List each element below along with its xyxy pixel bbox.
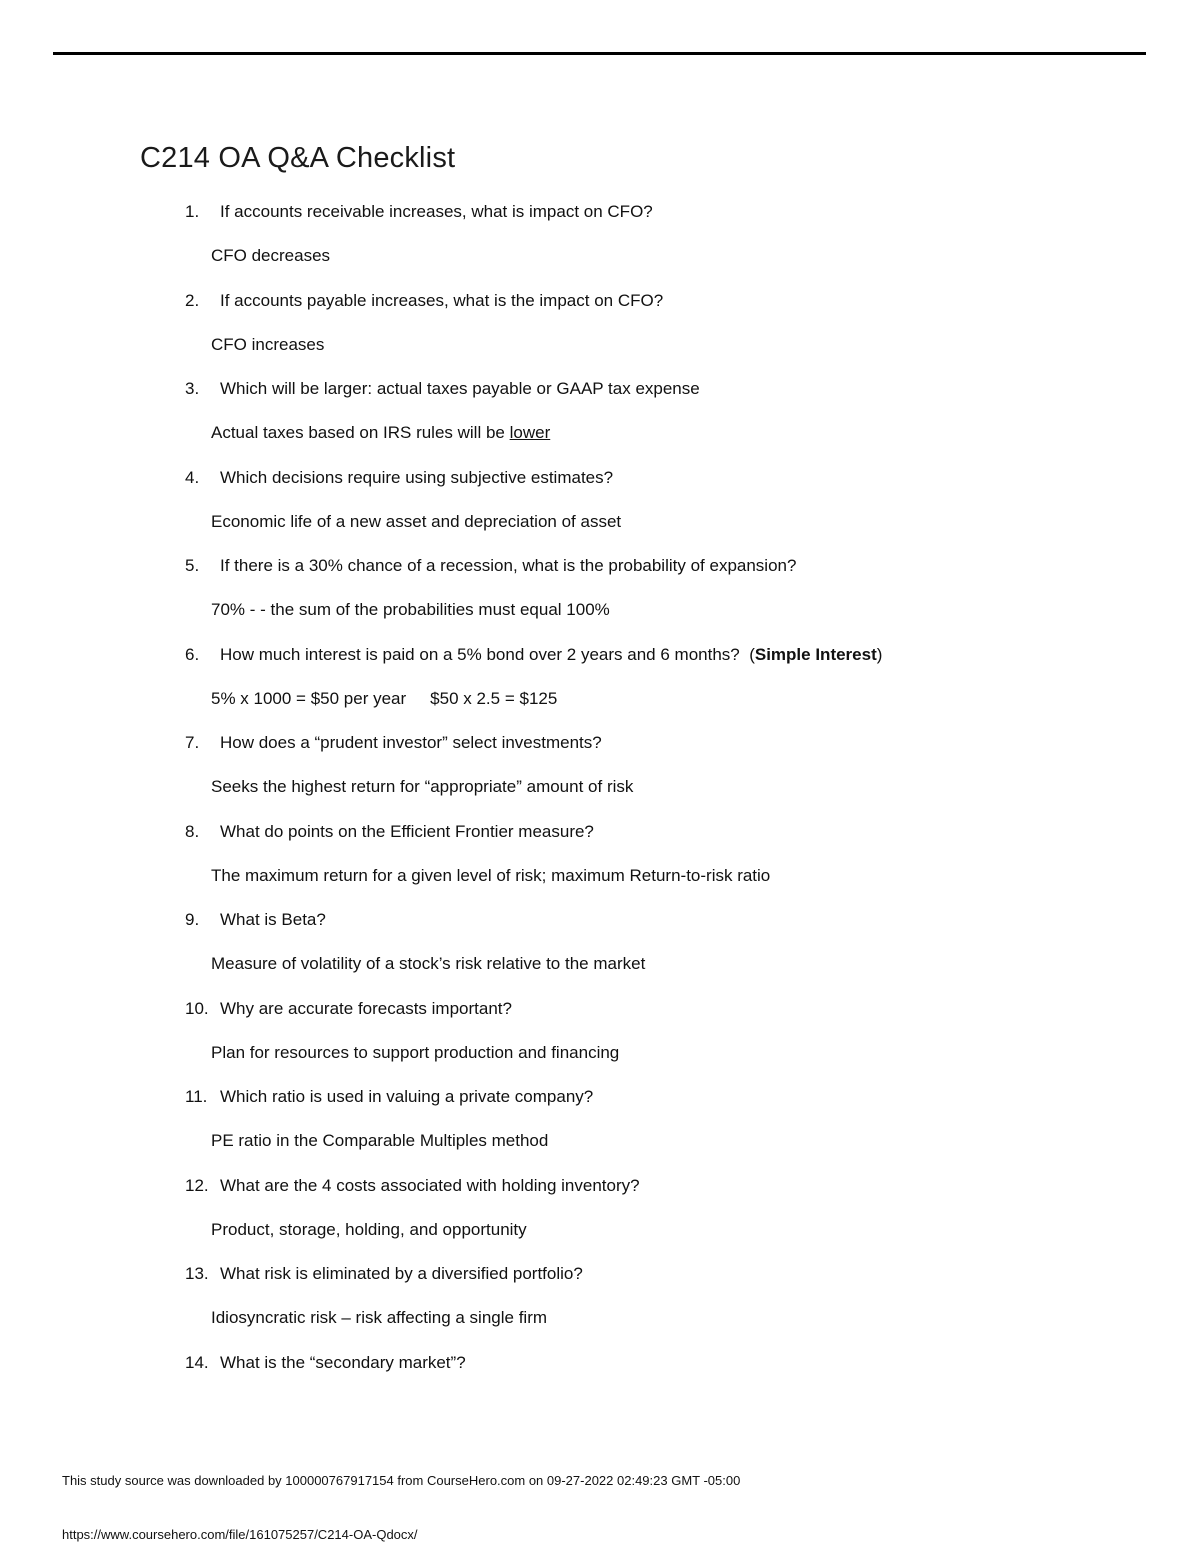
- qa-item-13: [0, 1258, 1200, 1347]
- question-text: [220, 645, 882, 665]
- question-text: What is Beta?: [220, 910, 326, 929]
- question-text: What is the “secondary market”?: [220, 1352, 466, 1372]
- qa-item-12: [0, 1170, 1200, 1259]
- answer-text: CFO increases: [211, 334, 325, 354]
- question-number: 12.: [185, 1175, 209, 1195]
- question-number: 14.: [185, 1352, 209, 1372]
- question-text: Which ratio is used in valuing a private company?: [220, 1087, 594, 1106]
- answer-text: Seeks the highest return for “appropriate” amount of risk: [211, 777, 634, 796]
- question-paren-open: (: [749, 644, 755, 664]
- question-text: What risk is eliminated by a diversified portfolio?: [220, 1264, 583, 1283]
- qa-item-11: [0, 1081, 1200, 1170]
- question-number: 1.: [185, 202, 200, 221]
- question-number: 5.: [185, 556, 200, 575]
- question-text: What do points on the Efficient Frontier measure?: [220, 821, 594, 841]
- question-main: How much interest is paid on a 5% bond over 2 years and 6 months?: [220, 644, 740, 664]
- source-url-link[interactable]: https://www.coursehero.com/file/161075257/C214-OA-Qdocx/: [62, 1527, 418, 1542]
- qa-item-7: [0, 727, 1200, 816]
- qa-item-1: [0, 196, 1200, 285]
- question-number: 4.: [185, 467, 200, 487]
- answer-text: Plan for resources to support production and financing: [211, 1042, 620, 1062]
- qa-checklist: [0, 196, 1200, 1435]
- question-number: 6.: [185, 644, 200, 664]
- answer-text: Product, storage, holding, and opportunity: [211, 1219, 527, 1239]
- answer-text: 70% - - the sum of the probabilities must equal 100%: [211, 600, 610, 619]
- question-text: Which decisions require using subjective estimates?: [220, 467, 614, 487]
- answer-part-1: 5% x 1000 = $50 per year: [211, 688, 407, 708]
- question-number: 3.: [185, 379, 200, 398]
- download-notice: This study source was downloaded by 100000767917154 from CourseHero.com on 09-27-2022 02:49:23 GMT -05:00: [62, 1473, 741, 1488]
- qa-item-2: [0, 285, 1200, 374]
- qa-item-6: [0, 639, 1200, 728]
- question-number: 10.: [185, 998, 209, 1018]
- question-number: 11.: [185, 1087, 208, 1106]
- qa-item-9: [0, 904, 1200, 993]
- question-text: Which will be larger: actual taxes payable or GAAP tax expense: [220, 379, 700, 398]
- question-text: If there is a 30% chance of a recession, what is the probability of expansion?: [220, 556, 797, 575]
- qa-item-4: [0, 462, 1200, 551]
- qa-item-5: [0, 550, 1200, 639]
- answer-text: Economic life of a new asset and depreciation of asset: [211, 511, 622, 531]
- question-text: Why are accurate forecasts important?: [220, 998, 512, 1018]
- answer-part-2: $50 x 2.5 = $125: [430, 688, 558, 708]
- question-number: 7.: [185, 733, 200, 752]
- question-number: 9.: [185, 910, 200, 929]
- question-number: 13.: [185, 1264, 209, 1283]
- answer-text: CFO decreases: [211, 246, 331, 265]
- question-number: 2.: [185, 290, 200, 310]
- answer-text: Idiosyncratic risk – risk affecting a single firm: [211, 1308, 548, 1327]
- question-text: What are the 4 costs associated with holding inventory?: [220, 1175, 640, 1195]
- answer-text: Measure of volatility of a stock’s risk relative to the market: [211, 954, 646, 973]
- document-title: C214 OA Q&A Checklist: [140, 142, 456, 174]
- qa-item-10: [0, 993, 1200, 1082]
- qa-item-8: [0, 816, 1200, 905]
- question-number: 8.: [185, 821, 200, 841]
- answer-underlined-word: lower: [509, 423, 551, 442]
- question-bold-note: Simple Interest: [754, 644, 877, 664]
- question-text: If accounts payable increases, what is the impact on CFO?: [220, 290, 664, 310]
- question-text: If accounts receivable increases, what is impact on CFO?: [220, 202, 653, 221]
- answer-text: The maximum return for a given level of risk; maximum Return-to-risk ratio: [211, 865, 771, 885]
- answer-text: PE ratio in the Comparable Multiples method: [211, 1131, 549, 1150]
- qa-item-14: [0, 1347, 1200, 1436]
- answer-text: [211, 423, 550, 443]
- qa-item-3: [0, 373, 1200, 462]
- answer-text: [211, 689, 557, 709]
- question-paren-close: ): [876, 644, 883, 664]
- question-text: How does a “prudent investor” select investments?: [220, 733, 602, 752]
- answer-prefix: Actual taxes based on IRS rules will be: [211, 423, 510, 442]
- top-horizontal-rule: [53, 52, 1146, 55]
